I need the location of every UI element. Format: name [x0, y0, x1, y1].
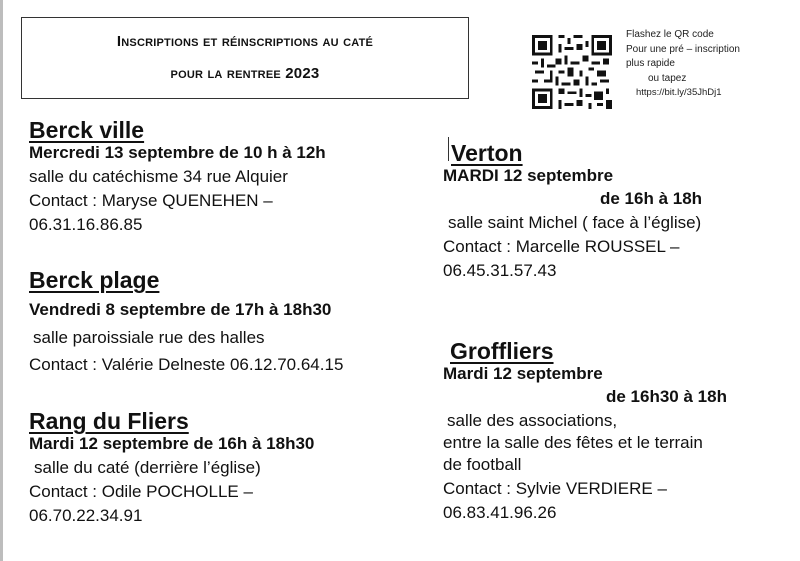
location-place: salle du caté (derrière l’église) [34, 458, 261, 477]
qr-note-line: plus rapide [626, 58, 675, 69]
location-date: Mardi 12 septembre [443, 364, 603, 383]
location-phone: 06.31.16.86.85 [29, 215, 143, 234]
location-contact: Contact : Sylvie VERDIERE – [443, 479, 667, 498]
location-groffliers [443, 338, 727, 523]
location-name: Berck ville [29, 117, 145, 143]
location-phone: 06.45.31.57.43 [443, 261, 557, 280]
location-contact: Contact : Odile POCHOLLE – [29, 482, 253, 501]
title-box [21, 17, 469, 99]
location-date: Mardi 12 septembre de 16h à 18h30 [29, 434, 315, 453]
location-place: entre la salle des fêtes et le terrain [443, 433, 703, 452]
location-name: Rang du Fliers [29, 408, 189, 434]
location-name: Verton [451, 140, 523, 166]
title-line-2: pour la rentree 2023 [170, 65, 320, 82]
location-berck-ville [29, 117, 326, 235]
location-time: de 16h30 à 18h [606, 387, 727, 406]
location-contact: Contact : Maryse QUENEHEN – [29, 191, 273, 210]
location-contact: Contact : Marcelle ROUSSEL – [443, 237, 680, 256]
location-name: Berck plage [29, 267, 160, 293]
location-place: salle saint Michel ( face à l’église) [448, 213, 702, 232]
qr-code-icon[interactable] [529, 32, 615, 112]
location-rang-du-fliers [29, 408, 314, 526]
location-date: MARDI 12 septembre [443, 166, 614, 185]
location-date: Mercredi 13 septembre de 10 h à 12h [29, 143, 326, 162]
location-place: salle du catéchisme 34 rue Alquier [29, 167, 288, 186]
location-time: de 16h à 18h [600, 189, 703, 208]
qr-note-line: Pour une pré – inscription [626, 43, 740, 55]
location-date: Vendredi 8 septembre de 17h à 18h30 [29, 300, 332, 319]
location-place: salle paroissiale rue des halles [33, 328, 265, 347]
page-edge [0, 0, 3, 561]
qr-note-line: ou tapez [648, 72, 687, 84]
location-place: de football [443, 455, 522, 474]
qr-instructions [626, 28, 786, 101]
location-contact: Contact : Valérie Delneste 06.12.70.64.15 [29, 355, 344, 374]
location-phone: 06.83.41.96.26 [443, 503, 557, 522]
location-berck-plage [29, 267, 343, 375]
qr-note-line: Flashez le QR code [626, 29, 714, 40]
location-name: Groffliers [450, 338, 554, 364]
location-place: salle des associations, [447, 411, 618, 430]
location-phone: 06.70.22.34.91 [29, 506, 143, 525]
location-verton [443, 140, 702, 281]
title-line-1: Inscriptions et réinscriptions au caté [116, 33, 374, 50]
qr-short-link[interactable]: https://bit.ly/35JhDj1 [636, 87, 722, 98]
